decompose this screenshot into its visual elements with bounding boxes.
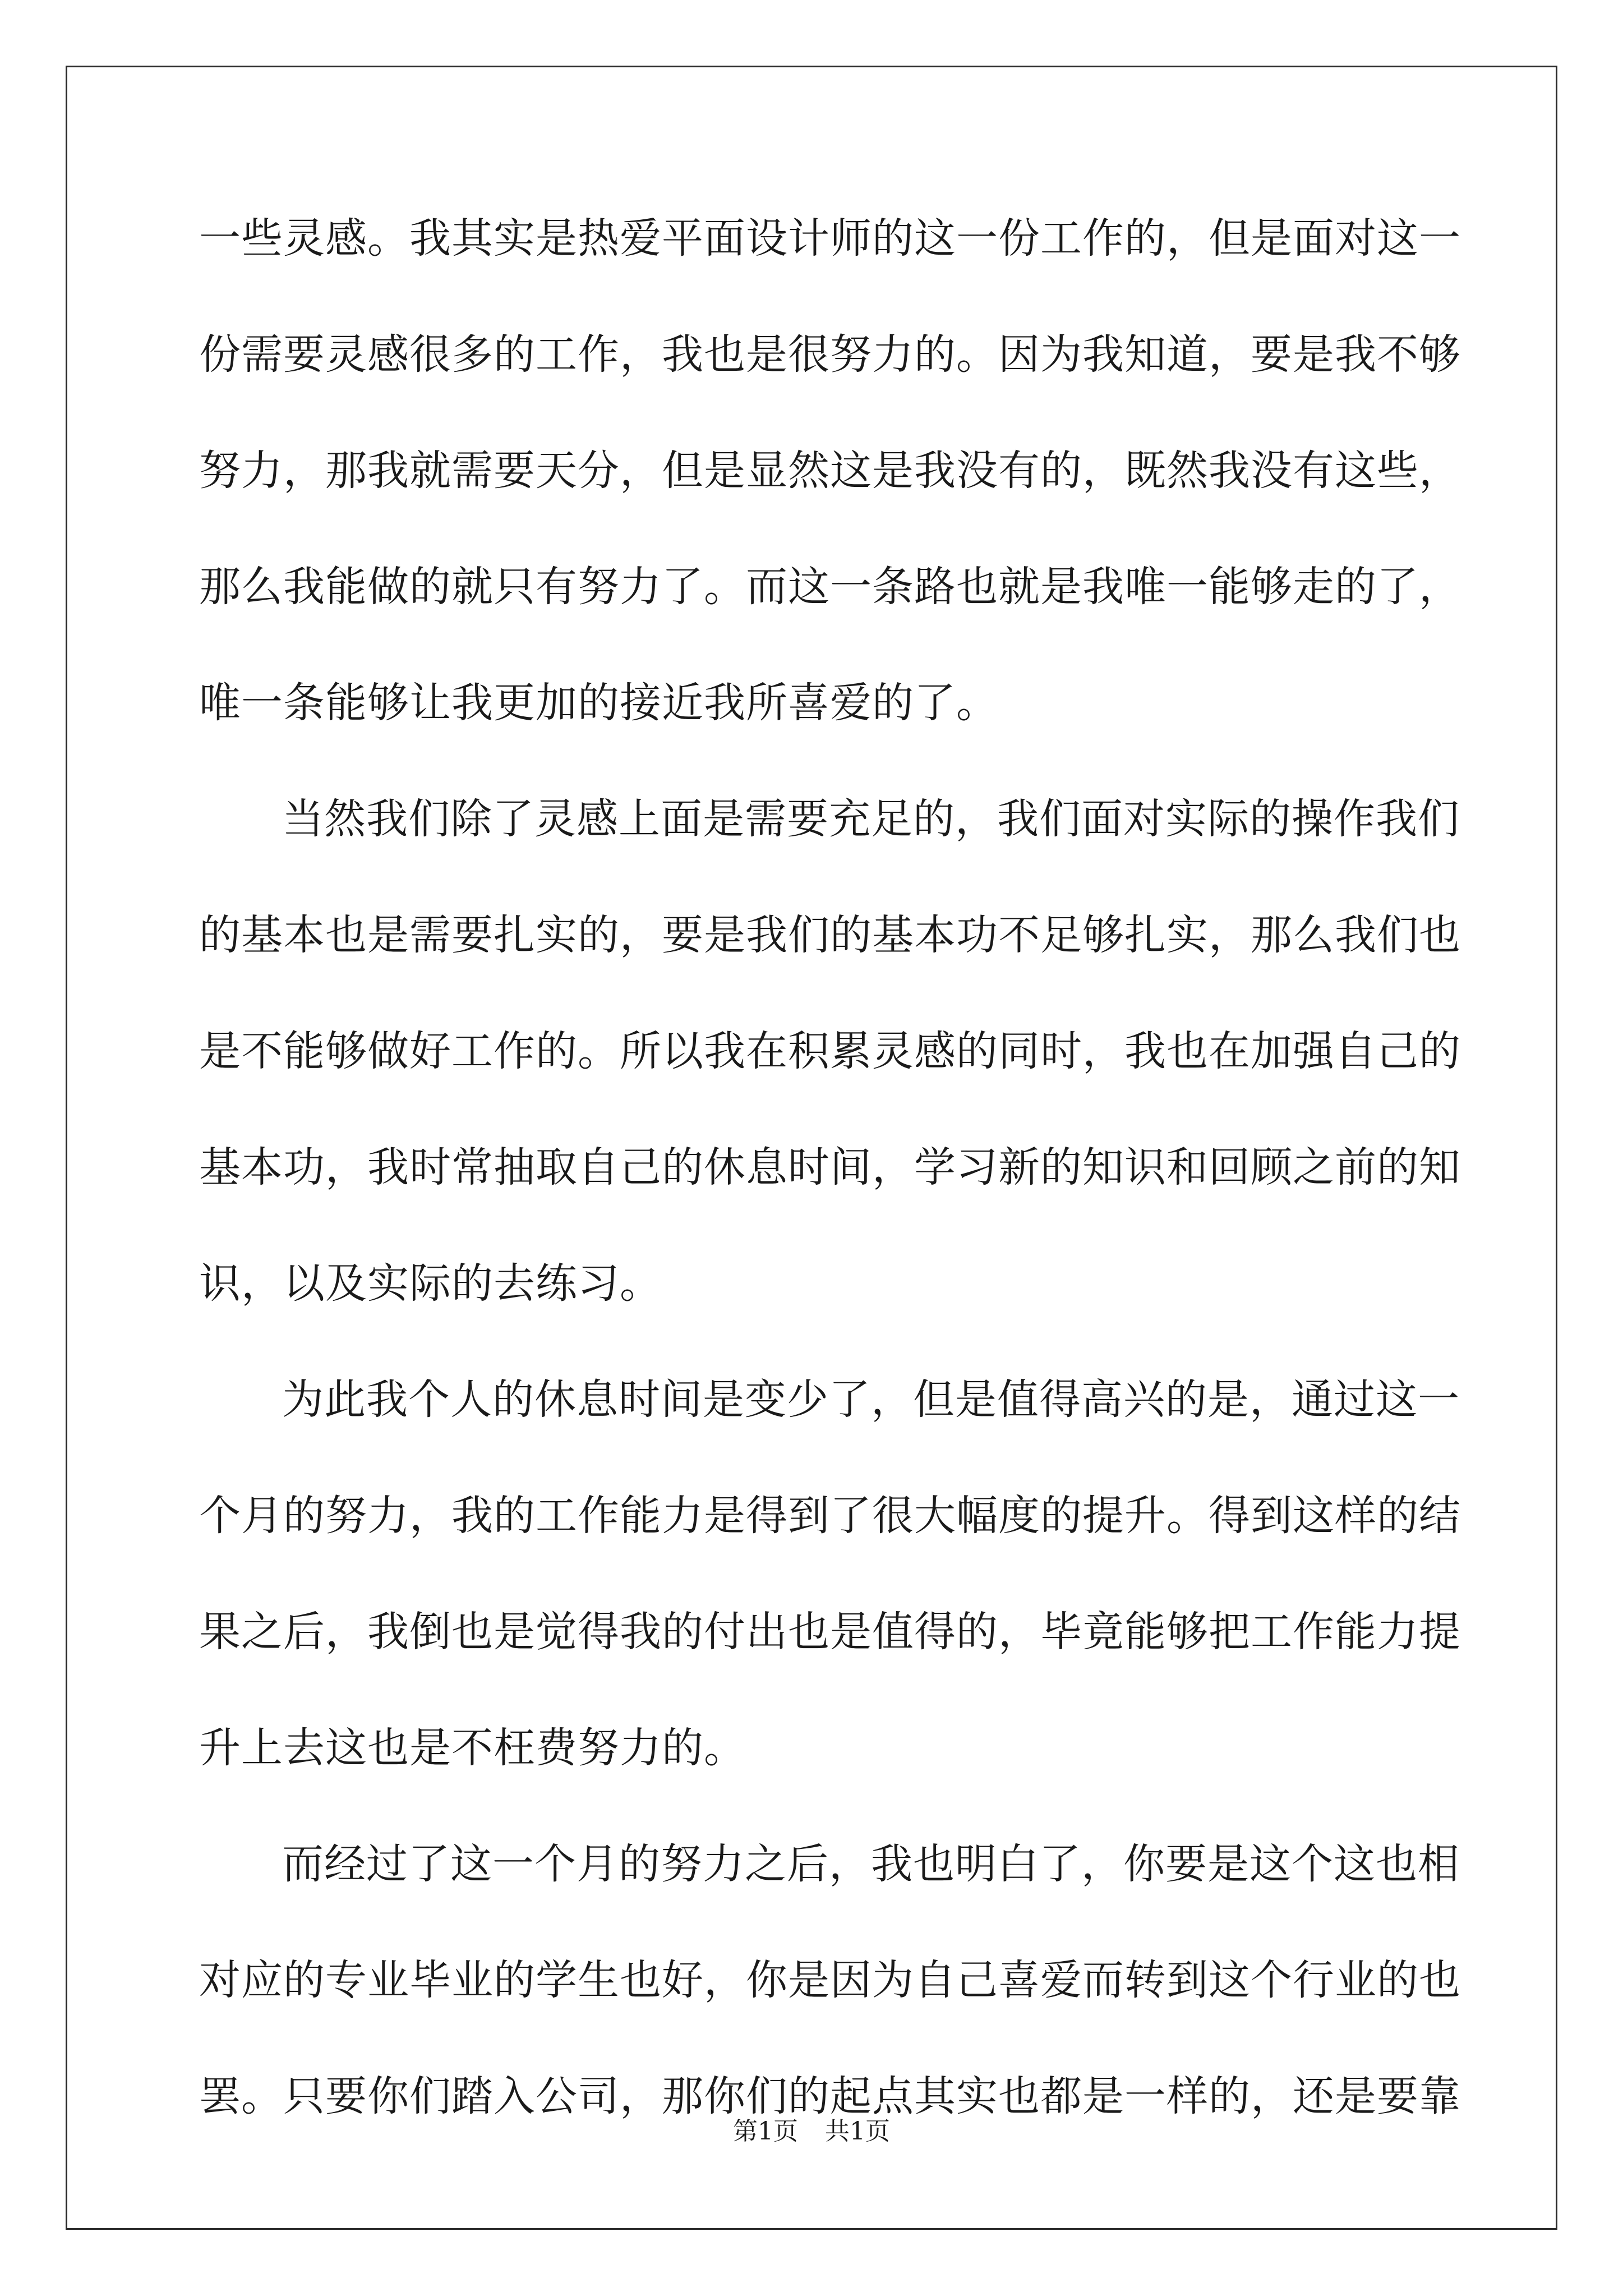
text-line: 基本功，我时常抽取自己的休息时间，学习新的知识和回顾之前的知 <box>199 1143 1461 1191</box>
text-line: 识，以及实际的去练习。 <box>199 1259 662 1308</box>
text-line: 的基本也是需要扎实的，要是我们的基本功不足够扎实，那么我们也 <box>199 911 1461 959</box>
paragraph-first-line: 当然我们除了灵感上面是需要充足的，我们面对实际的操作我们 <box>282 795 1460 843</box>
page-number: 第1页 <box>733 2117 798 2146</box>
text-line: 努力，那我就需要天分，但是显然这是我没有的，既然我没有这些， <box>199 447 1461 495</box>
text-line: 个月的努力，我的工作能力是得到了很大幅度的提升。得到这样的结 <box>199 1492 1461 1540</box>
text-line: 唯一条能够让我更加的接近我所喜爱的了。 <box>199 679 998 727</box>
page-footer <box>0 2115 1623 2148</box>
page-total: 共1页 <box>825 2117 890 2146</box>
text-line: 升上去这也是不枉费努力的。 <box>199 1724 746 1772</box>
paragraph-first-line: 为此我个人的休息时间是变少了，但是值得高兴的是，通过这一 <box>282 1375 1460 1424</box>
text-line: 一些灵感。我其实是热爱平面设计师的这一份工作的，但是面对这一 <box>199 214 1461 263</box>
text-line: 对应的专业毕业的学生也好，你是因为自己喜爱而转到这个行业的也 <box>199 1956 1461 2004</box>
text-line: 份需要灵感很多的工作，我也是很努力的。因为我知道，要是我不够 <box>199 330 1461 379</box>
text-line: 果之后，我倒也是觉得我的付出也是值得的，毕竟能够把工作能力提 <box>199 1608 1461 1656</box>
text-line: 是不能够做好工作的。所以我在积累灵感的同时，我也在加强自己的 <box>199 1027 1461 1075</box>
text-line: 罢。只要你们踏入公司，那你们的起点其实也都是一样的，还是要靠 <box>199 2072 1461 2120</box>
paragraph-first-line: 而经过了这一个月的努力之后，我也明白了，你要是这个这也相 <box>282 1840 1460 1888</box>
document-body <box>199 199 1461 2173</box>
text-line: 那么我能做的就只有努力了。而这一条路也就是我唯一能够走的了， <box>199 563 1461 611</box>
